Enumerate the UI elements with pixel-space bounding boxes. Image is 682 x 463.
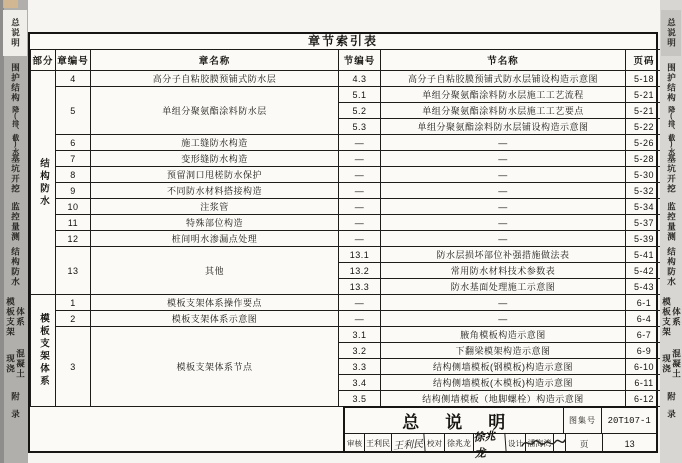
sidebar-tab-label: 体系 xyxy=(671,307,682,327)
section-name-cell: 结构侧墙模板（地脚螺栓）构造示意图 xyxy=(381,391,626,407)
sidebar-tab-left-8 xyxy=(3,343,27,385)
right-tab-rail xyxy=(660,0,682,463)
bottom-area xyxy=(30,406,656,460)
chapter-number-cell: 1 xyxy=(56,295,91,311)
section-number-cell: — xyxy=(339,295,381,311)
sidebar-tab-right-9 xyxy=(661,388,681,430)
section-number-cell: 3.3 xyxy=(339,359,381,375)
section-name-cell: — xyxy=(381,295,626,311)
chapter-number-cell: 13 xyxy=(56,247,91,295)
page-number-cell: 6-7 xyxy=(626,327,663,343)
sidebar-tab-right-3 xyxy=(661,106,681,154)
chapter-name-cell: 高分子自粘胶膜预铺式防水层 xyxy=(91,71,339,87)
approval-role-label: 设计 xyxy=(506,434,526,453)
sidebar-tab-left-4 xyxy=(3,153,27,195)
section-name-cell: 下翻梁模架构造示意图 xyxy=(381,343,626,359)
section-name-cell: 常用防水材料技术参数表 xyxy=(381,263,626,279)
sidebar-tab-left-5 xyxy=(3,201,27,243)
page-number-cell: 6-1 xyxy=(626,295,663,311)
page-number-cell: 5-22 xyxy=(626,119,663,135)
chapter-number-cell: 10 xyxy=(56,199,91,215)
chapter-name-cell: 预留洞口甩槎防水保护 xyxy=(91,167,339,183)
chapter-number-cell: 3 xyxy=(56,327,91,407)
column-header: 页码 xyxy=(626,50,663,71)
section-number-cell: — xyxy=(339,199,381,215)
index-table-title: 章节索引表 xyxy=(307,34,378,48)
page-number-cell: 5-30 xyxy=(626,167,663,183)
sidebar-tab-label: 附录 xyxy=(10,391,21,427)
section-number-cell: — xyxy=(339,167,381,183)
chapter-number-cell: 12 xyxy=(56,231,91,247)
sidebar-tab-right-8 xyxy=(661,343,681,385)
section-name-cell: 腋角模板构造示意图 xyxy=(381,327,626,343)
sidebar-tab-label: 围护结构 xyxy=(666,63,677,103)
page-number-cell: 5-37 xyxy=(626,215,663,231)
section-name-cell: — xyxy=(381,183,626,199)
signature: 王利民 xyxy=(391,433,425,454)
page-number-cell: 5-21 xyxy=(626,103,663,119)
approval-name: 王利民 xyxy=(365,434,392,453)
section-number-cell: — xyxy=(339,231,381,247)
signature: 徐兆龙 xyxy=(473,433,506,454)
section-number-cell: 13.1 xyxy=(339,247,381,263)
atlas-number-value: 20T107-1 xyxy=(607,415,651,426)
page-number-cell: 6-11 xyxy=(626,375,663,391)
part-cell: 结构防水 xyxy=(31,71,56,295)
section-name-cell: 高分子自粘胶膜预铺式防水层铺设构造示意图 xyxy=(381,71,626,87)
sidebar-tab-label: 混凝土 xyxy=(15,349,26,379)
section-number-cell: 5.1 xyxy=(339,87,381,103)
page-number-cell: 5-43 xyxy=(626,279,663,295)
sidebar-tab-label: 模板支架 xyxy=(5,297,16,337)
chapter-name-cell: 模板支架体系节点 xyxy=(91,327,339,407)
section-number-cell: 3.1 xyxy=(339,327,381,343)
page-label: 页 xyxy=(565,434,603,453)
chapter-number-cell: 8 xyxy=(56,167,91,183)
table-row xyxy=(31,151,663,167)
sidebar-tab-label: 体系 xyxy=(15,307,26,327)
sidebar-tab-right-1 xyxy=(661,10,681,56)
sidebar-tab-label: 混凝土 xyxy=(671,349,682,379)
title-block xyxy=(343,406,656,460)
page-number-cell: 5-21 xyxy=(626,87,663,103)
chapter-number-cell: 5 xyxy=(56,87,91,135)
sidebar-tab-right-2 xyxy=(661,62,681,104)
section-number-cell: 3.2 xyxy=(339,343,381,359)
sidebar-tab-label: 结构防水 xyxy=(10,247,21,287)
column-header: 节编号 xyxy=(339,50,381,71)
approval-name: 徐兆龙 xyxy=(445,434,474,453)
chapter-name-cell: 特殊部位构造 xyxy=(91,215,339,231)
approval-name: 潘海湾 xyxy=(526,434,554,453)
sidebar-tab-left-1 xyxy=(3,10,27,56)
section-number-cell: — xyxy=(339,183,381,199)
chapter-name-cell: 注浆管 xyxy=(91,199,339,215)
table-row xyxy=(31,311,663,327)
page-number-cell: 5-28 xyxy=(626,151,663,167)
page-number-cell: 6-12 xyxy=(626,391,663,407)
approval-role-label: 审核 xyxy=(345,434,365,453)
section-name-cell: — xyxy=(381,199,626,215)
sidebar-tab-label: 降(排、截)水 xyxy=(11,105,19,155)
section-name-cell: — xyxy=(381,215,626,231)
section-name-cell: 单组分聚氨酯涂料防水层施工工艺要点 xyxy=(381,103,626,119)
table-row xyxy=(31,135,663,151)
chapter-name-cell: 施工缝防水构造 xyxy=(91,135,339,151)
page-number-cell: 5-42 xyxy=(626,263,663,279)
section-name-cell: 防水基面处理施工示意图 xyxy=(381,279,626,295)
section-number-cell: 5.2 xyxy=(339,103,381,119)
page-number-cell: 5-32 xyxy=(626,183,663,199)
chapter-name-cell: 模板支架体系示意图 xyxy=(91,311,339,327)
table-row xyxy=(31,215,663,231)
sidebar-tab-right-7 xyxy=(661,292,681,342)
section-name-cell: 单组分聚氨酯涂料防水层铺设构造示意图 xyxy=(381,119,626,135)
sidebar-tab-label: 模板支架 xyxy=(661,297,672,337)
table-row xyxy=(31,247,663,263)
sheet-name: 总说明 xyxy=(345,408,564,433)
chapter-name-cell: 变形缝防水构造 xyxy=(91,151,339,167)
section-number-cell: 13.3 xyxy=(339,279,381,295)
sidebar-tab-left-3 xyxy=(3,106,27,154)
sidebar-tab-label: 总说明 xyxy=(666,18,677,48)
sidebar-tab-label: 降(排、截)水 xyxy=(667,105,675,155)
chapter-name-cell: 单组分聚氨酯涂料防水层 xyxy=(91,87,339,135)
section-number-cell: 3.4 xyxy=(339,375,381,391)
sidebar-tab-label: 围护结构 xyxy=(10,63,21,103)
section-name-cell: — xyxy=(381,151,626,167)
section-number-cell: — xyxy=(339,311,381,327)
table-row xyxy=(31,87,663,103)
sidebar-tab-left-9 xyxy=(3,388,27,430)
section-name-cell: — xyxy=(381,167,626,183)
section-name-cell: — xyxy=(381,135,626,151)
chapter-number-cell: 7 xyxy=(56,151,91,167)
column-header: 节名称 xyxy=(381,50,626,71)
page-number-cell: 5-34 xyxy=(626,199,663,215)
sidebar-tab-left-6 xyxy=(3,246,27,288)
signature-scribble-icon xyxy=(520,436,566,450)
table-row xyxy=(31,231,663,247)
sidebar-tab-right-5 xyxy=(661,201,681,243)
column-header: 章编号 xyxy=(56,50,91,71)
sidebar-tab-label: 总说明 xyxy=(10,18,21,48)
page-number-cell: 6-10 xyxy=(626,359,663,375)
sidebar-tab-right-4 xyxy=(661,153,681,195)
left-tab-rail xyxy=(0,0,28,463)
chapter-number-cell: 9 xyxy=(56,183,91,199)
chapter-name-cell: 其他 xyxy=(91,247,339,295)
section-number-cell: — xyxy=(339,135,381,151)
table-row xyxy=(31,71,663,87)
page-number-cell: 6-9 xyxy=(626,343,663,359)
section-number-cell: — xyxy=(339,151,381,167)
sidebar-tab-right-6 xyxy=(661,246,681,288)
sidebar-tab-label: 附录 xyxy=(666,391,677,427)
sidebar-tab-label: 监控量测 xyxy=(666,202,677,242)
section-name-cell: — xyxy=(381,231,626,247)
table-row xyxy=(31,183,663,199)
table-row xyxy=(31,295,663,311)
section-number-cell: 4.3 xyxy=(339,71,381,87)
bookmark-corner-mark xyxy=(3,0,18,8)
chapter-name-cell: 桩间明水渗漏点处理 xyxy=(91,231,339,247)
sidebar-tab-label: 基坑开挖 xyxy=(666,154,677,194)
sidebar-tab-label: 基坑开挖 xyxy=(10,154,21,194)
title-block-row2 xyxy=(345,429,656,460)
sidebar-tab-label: 现浇 xyxy=(661,354,672,374)
page-number-cell: 5-18 xyxy=(626,71,663,87)
page-number-cell: 5-41 xyxy=(626,247,663,263)
chapter-name-cell: 不同防水材料搭接构造 xyxy=(91,183,339,199)
chapter-number-cell: 11 xyxy=(56,215,91,231)
table-row xyxy=(31,199,663,215)
section-number-cell: 3.5 xyxy=(339,391,381,407)
page-number-cell: 6-4 xyxy=(626,311,663,327)
signature xyxy=(554,434,565,453)
section-name-cell: 结构侧墙模板(钢模板)构造示意图 xyxy=(381,359,626,375)
table-row xyxy=(31,327,663,343)
sidebar-tab-label: 结构防水 xyxy=(666,247,677,287)
approval-role-label: 校对 xyxy=(425,434,445,453)
sidebar-tab-label: 监控量测 xyxy=(10,202,21,242)
section-name-cell: — xyxy=(381,311,626,327)
page-number-cell: 5-39 xyxy=(626,231,663,247)
section-number-cell: 5.3 xyxy=(339,119,381,135)
column-header: 部分 xyxy=(31,50,56,71)
section-name-cell: 结构侧墙模板(木模板)构造示意图 xyxy=(381,375,626,391)
section-name-cell: 单组分聚氨酯涂料防水层施工工艺流程 xyxy=(381,87,626,103)
chapter-name-cell: 模板支架体系操作要点 xyxy=(91,295,339,311)
section-number-cell: — xyxy=(339,215,381,231)
chapter-index-table xyxy=(30,49,663,407)
section-number-cell: 13.2 xyxy=(339,263,381,279)
chapter-number-cell: 2 xyxy=(56,311,91,327)
part-cell: 模板支架体系 xyxy=(31,295,56,407)
sidebar-tab-label: 现浇 xyxy=(5,354,16,374)
approval-row xyxy=(345,429,565,460)
sidebar-tab-left-7 xyxy=(3,292,27,342)
table-row xyxy=(31,167,663,183)
column-header: 章名称 xyxy=(91,50,339,71)
drawing-frame xyxy=(28,32,658,460)
atlas-number-label: 图集号 xyxy=(564,408,603,433)
page-number-cell: 5-26 xyxy=(626,135,663,151)
sidebar-tab-left-2 xyxy=(3,62,27,104)
section-name-cell: 防水层损坏部位补强措施做法表 xyxy=(381,247,626,263)
page-number: 13 xyxy=(624,438,635,449)
chapter-number-cell: 4 xyxy=(56,71,91,87)
chapter-number-cell: 6 xyxy=(56,135,91,151)
